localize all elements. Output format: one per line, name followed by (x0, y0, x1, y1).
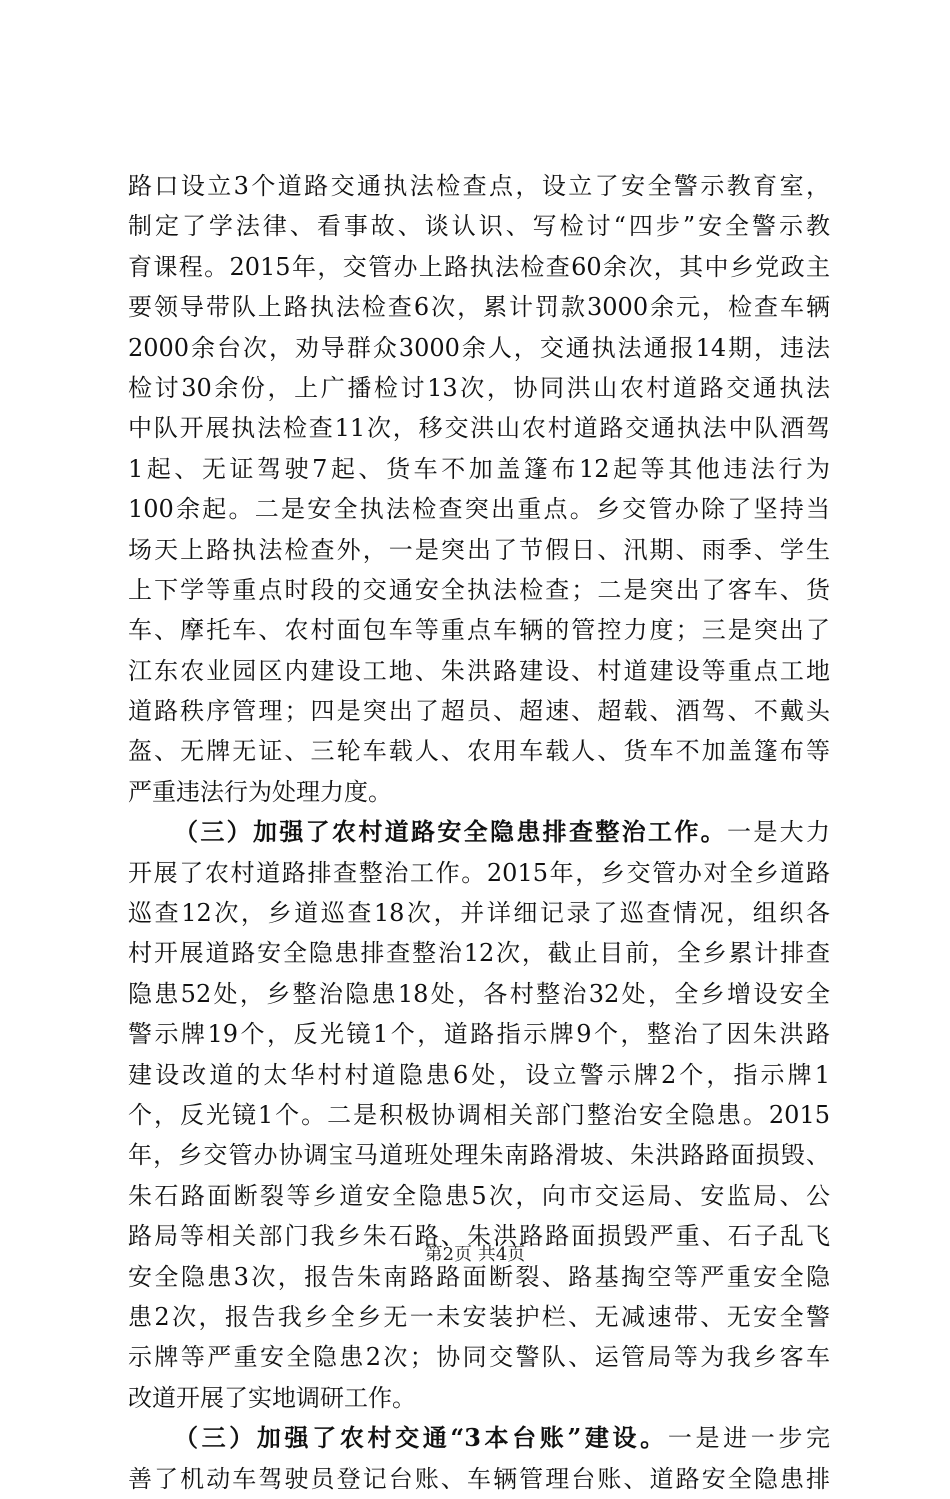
body-line: 警示牌19个，反光镜1个，道路指示牌9个，整治了因朱洪路 (128, 1020, 830, 1049)
body-line: 盔、无牌无证、三轮车载人、农用车载人、货车不加盖篷布等 (128, 737, 830, 766)
body-line: 巡查12次，乡道巡查18次，并详细记录了巡查情况，组织各 (128, 899, 830, 928)
document-body (128, 166, 830, 1499)
body-line: 示牌等严重安全隐患2次；协同交警队、运管局等为我乡客车 (128, 1343, 830, 1372)
body-line: 道路秩序管理；四是突出了超员、超速、超载、酒驾、不戴头 (128, 697, 830, 726)
body-line: 隐患52处，乡整治隐患18处，各村整治32处，全乡增设安全 (128, 979, 830, 1008)
body-line: 100余起。二是安全执法检查突出重点。乡交管办除了坚持当 (128, 495, 830, 524)
body-line: 建设改道的太华村村道隐患6处，设立警示牌2个，指示牌1 (128, 1060, 830, 1089)
body-line: 上下学等重点时段的交通安全执法检查；二是突出了客车、货 (128, 575, 830, 604)
body-line: 朱石路面断裂等乡道安全隐患5次，向市交运局、安监局、公 (128, 1181, 830, 1210)
body-line: 个，反光镜1个。二是积极协调相关部门整治安全隐患。2015 (128, 1100, 830, 1129)
body-text: 一是进一步完 (667, 1424, 831, 1453)
body-line: 1起、无证驾驶7起、货车不加盖篷布12起等其他违法行为 (128, 454, 830, 483)
body-line: 中队开展执法检查11次，移交洪山农村道路交通执法中队酒驾 (128, 414, 830, 443)
section-heading-line (128, 812, 830, 852)
section-heading-line (128, 1418, 830, 1458)
body-line: 检讨30余份，上广播检讨13次，协同洪山农村道路交通执法 (128, 373, 830, 402)
body-line: 育课程。2015年，交管办上路执法检查60余次，其中乡党政主 (128, 252, 830, 281)
body-line: 开展了农村道路排查整治工作。2015年，乡交管办对全乡道路 (128, 858, 830, 887)
body-line: 严重违法行为处理力度。 (128, 777, 392, 806)
body-line: 要领导带队上路执法检查6次，累计罚款3000余元，检查车辆 (128, 293, 830, 322)
section-heading: （三）加强了农村道路安全隐患排查整治工作。 (174, 817, 727, 847)
body-line: 善了机动车驾驶员登记台账、车辆管理台账、道路安全隐患排 (128, 1464, 830, 1493)
body-line: 村开展道路安全隐患排查整治12次，截止目前，全乡累计排查 (128, 939, 830, 968)
section-heading: （三）加强了农村交通“3本台账”建设。 (174, 1423, 668, 1453)
page-footer: 第2页 共4页 (424, 1244, 526, 1265)
body-line: 路局等相关部门我乡朱石路、朱洪路路面损毁严重、石子乱飞 (128, 1222, 830, 1251)
body-line: 江东农业园区内建设工地、朱洪路建设、村道建设等重点工地 (128, 656, 830, 685)
body-line: 制定了学法律、看事故、谈认识、写检讨“四步”安全警示教 (128, 212, 830, 241)
body-line: 安全隐患3次，报告朱南路路面断裂、路基掏空等严重安全隐 (128, 1262, 830, 1291)
body-text: 一是大力 (727, 818, 830, 847)
body-line: 路口设立3个道路交通执法检查点，设立了安全警示教育室， (128, 172, 830, 200)
body-line: 2000余台次，劝导群众3000余人，交通执法通报14期，违法 (128, 333, 830, 362)
body-line: 车、摩托车、农村面包车等重点车辆的管控力度；三是突出了 (128, 616, 830, 645)
body-line: 改道开展了实地调研工作。 (128, 1383, 416, 1412)
body-line: 患2次，报告我乡全乡无一未安装护栏、无减速带、无安全警 (128, 1302, 830, 1331)
body-line: 年，乡交管办协调宝马道班处理朱南路滑坡、朱洪路路面损毁、 (128, 1141, 830, 1170)
body-line: 场天上路执法检查外，一是突出了节假日、汛期、雨季、学生 (128, 535, 830, 564)
